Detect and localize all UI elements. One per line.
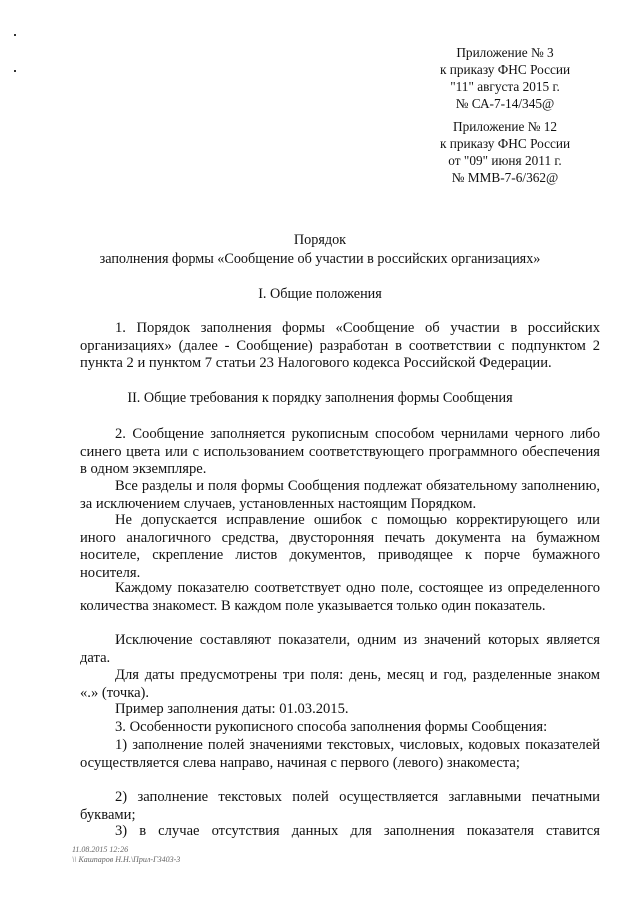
paragraph-7: Для даты предусмотрены три поля: день, месяц и год, разделенные знаком «.» (точка). (80, 667, 600, 701)
paragraph-10: 1) заполнение полей значениями текстовых, числовых, кодовых показателей осуществляется слева направо, начиная с первого (левого) знакоместа; (80, 737, 600, 771)
annex-line: Приложение № 12 (453, 119, 557, 134)
scan-speck (14, 34, 16, 36)
paragraph-11: 2) заполнение текстовых полей осуществляется заглавными печатными буквами; (80, 789, 600, 823)
annex-line: № СА-7-14/345@ (455, 96, 555, 111)
footer-timestamp: 11.08.2015 12:26 (72, 845, 129, 854)
annex-line: к приказу ФНС России (440, 136, 571, 151)
scan-speck (14, 70, 16, 72)
footer-file-path: \\ Кашпаров Н.Н.\Прил-ГЗ403-3 (72, 855, 181, 864)
annex-line: № ММВ-7-6/362@ (451, 170, 559, 185)
annex-12-block (440, 118, 570, 186)
paragraph-4: Не допускается исправление ошибок с помощью корректирующего или иного аналогичного средства, двусторонняя печать документа на бумажном носителе, скрепление листов документов, приводящее к порче бумажного носителя. (80, 512, 600, 581)
paragraph-6: Исключение составляют показатели, одним из значений которых является дата. (80, 632, 600, 666)
paragraph-1: 1. Порядок заполнения формы «Сообщение об участии в российских организациях» (далее - Сообщение) разработан в соответствии с подпунктом 2 пункта 2 и пунктом 7 статьи 23 Налогового кодекса Российской Федерации. (80, 320, 600, 371)
paragraph-8: Пример заполнения даты: 01.03.2015. (115, 701, 349, 717)
paragraph-5: Каждому показателю соответствует одно поле, состоящее из определенного количества знакомест. В каждом поле указывается только один показатель. (80, 580, 600, 614)
annex-line: от "09" июня 2011 г. (448, 153, 562, 168)
annex-line: Приложение № 3 (456, 45, 554, 60)
annex-line: к приказу ФНС России (440, 62, 571, 77)
paragraph-12: 3) в случае отсутствия данных для заполнения показателя ставится (115, 823, 600, 839)
annex-line: "11" августа 2015 г. (450, 79, 560, 94)
section-heading-2: II. Общие требования к порядку заполнения формы Сообщения (127, 390, 513, 406)
paragraph-2: 2. Сообщение заполняется рукописным способом чернилами черного либо синего цвета или с использованием соответствующего программного обеспечения в одном экземпляре. (80, 426, 600, 477)
paragraph-9: 3. Особенности рукописного способа заполнения формы Сообщения: (115, 719, 548, 735)
section-heading-1: I. Общие положения (258, 286, 382, 302)
paragraph-3: Все разделы и поля формы Сообщения подлежат обязательному заполнению, за исключением случаев, установленных настоящим Порядком. (80, 478, 600, 512)
document-title: Порядок (293, 232, 347, 248)
annex-3-block (440, 44, 570, 112)
document-subtitle: заполнения формы «Сообщение об участии в российских организациях» (99, 251, 541, 267)
